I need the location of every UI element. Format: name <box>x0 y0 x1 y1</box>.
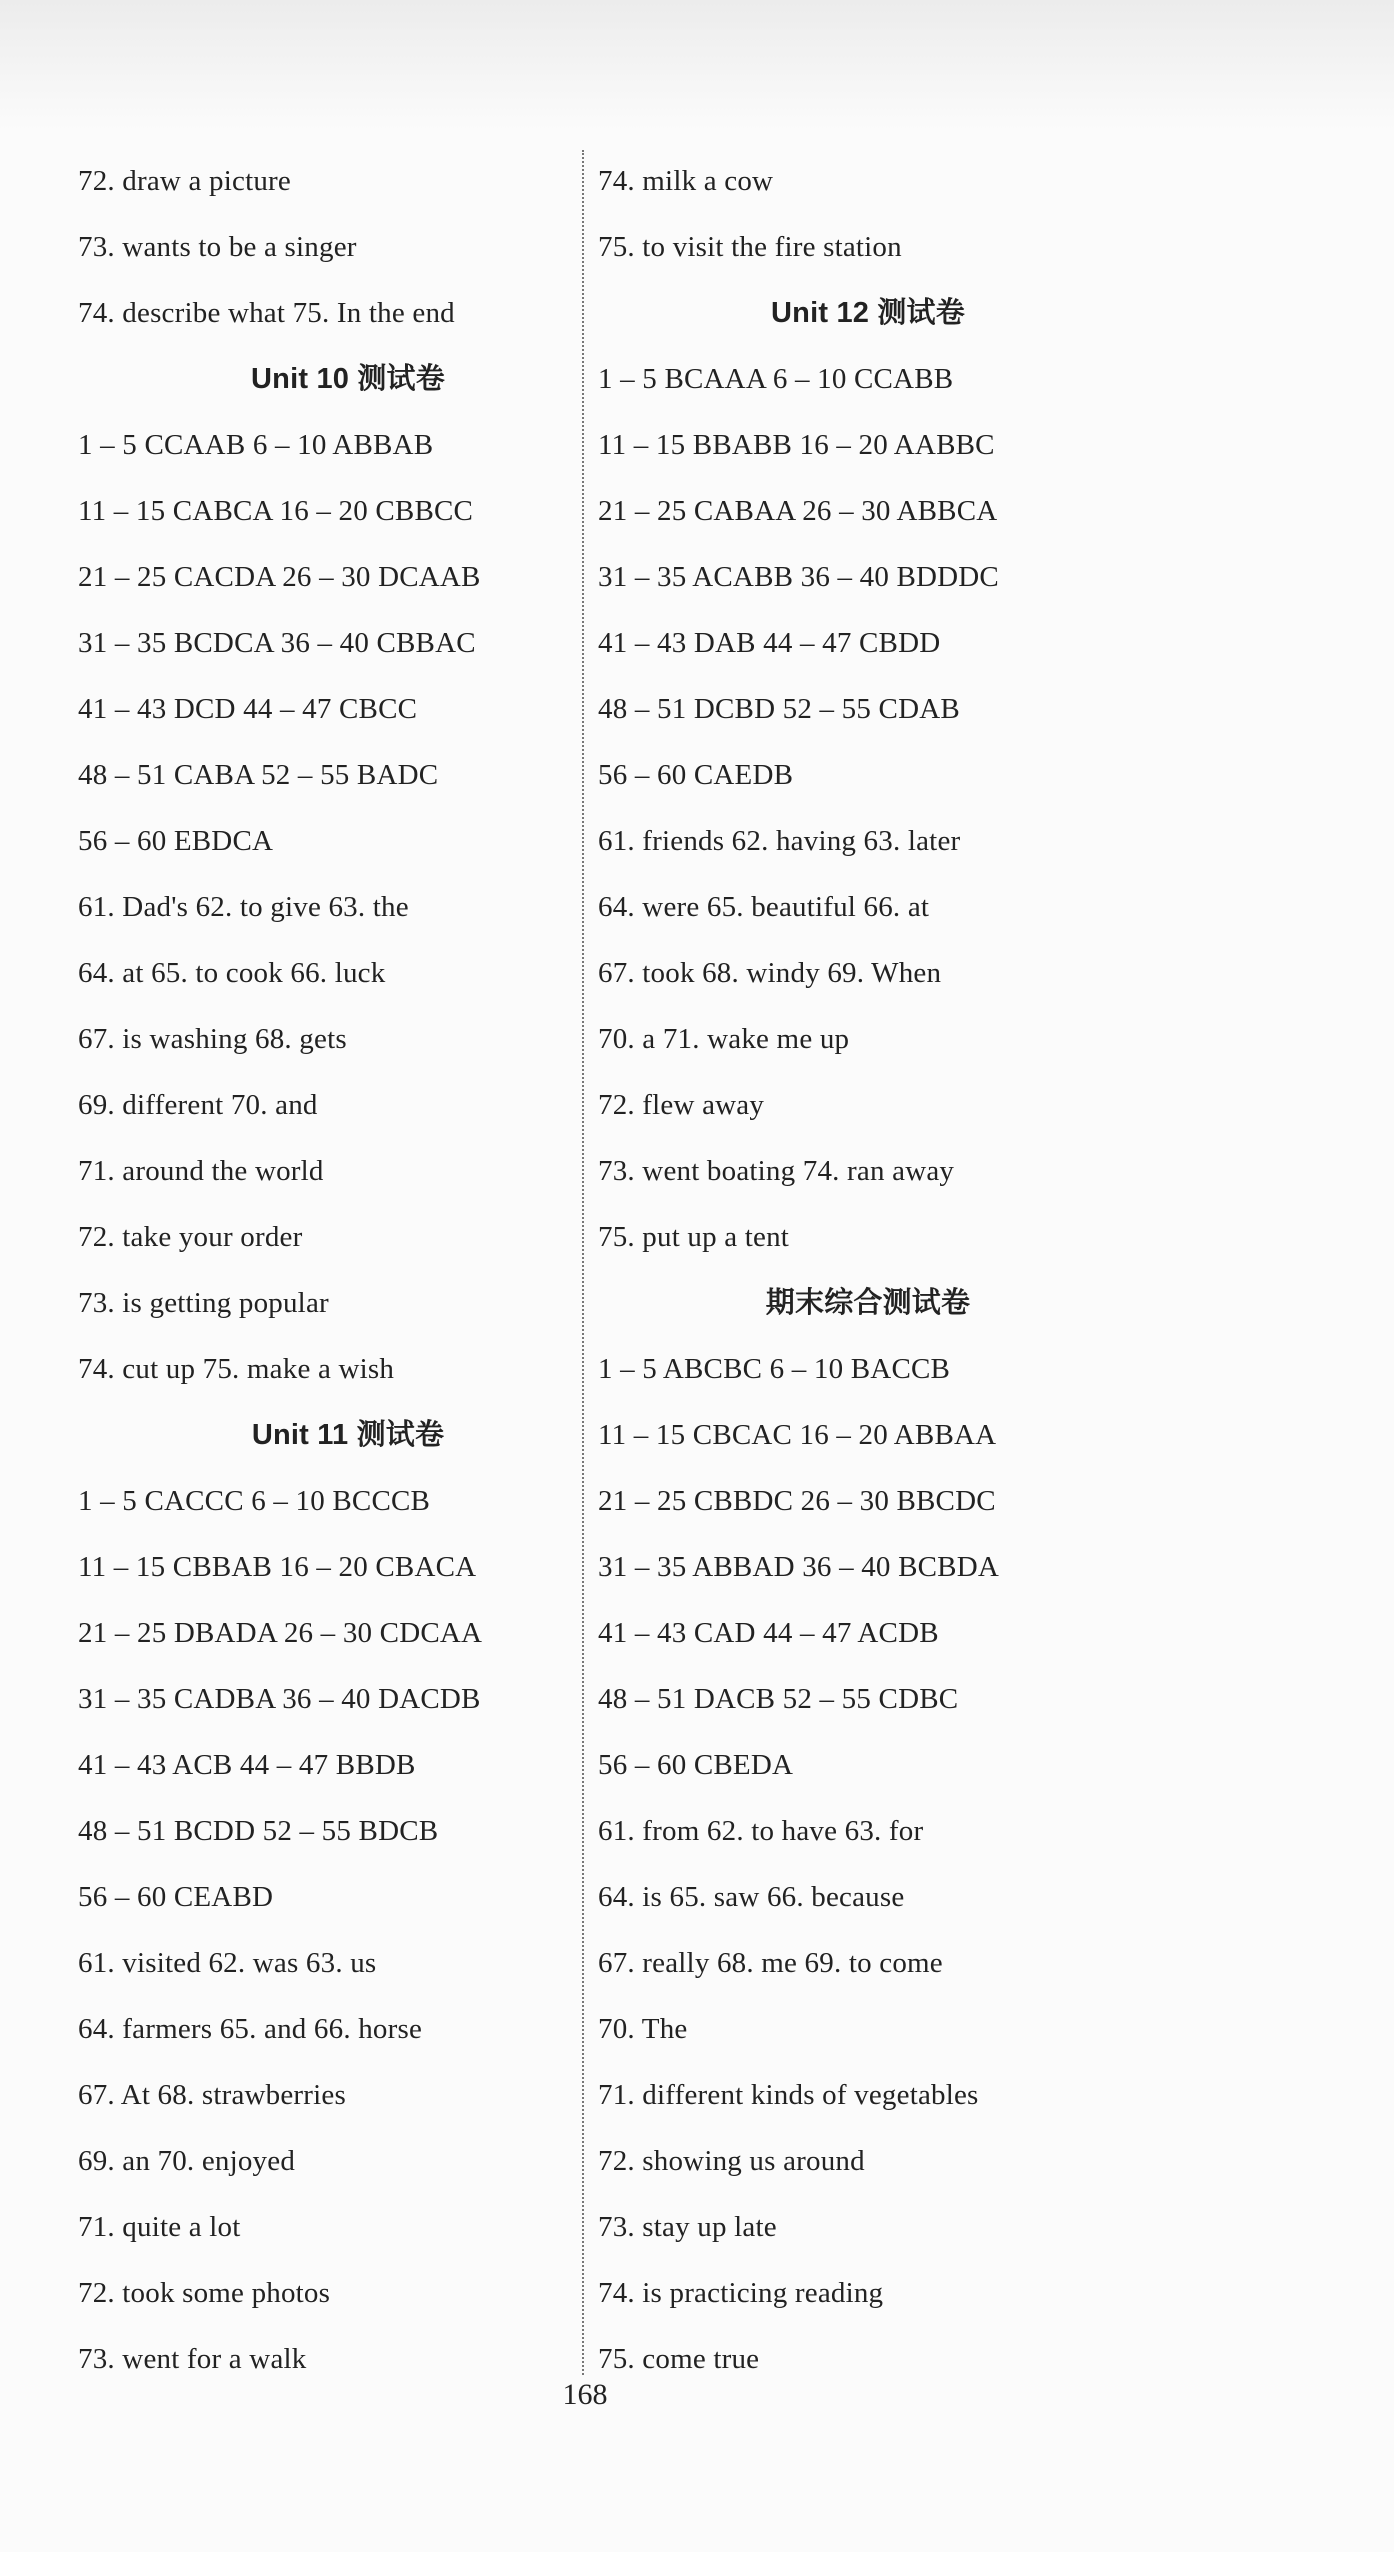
answer-line: 73. went boating 74. ran away <box>598 1155 955 1187</box>
answer-line: 70. The <box>598 2013 688 2045</box>
answer-line: 72. showing us around <box>598 2145 865 2177</box>
answer-line: 21 – 25 CACDA 26 – 30 DCAAB <box>78 561 481 593</box>
answer-line: 74. is practicing reading <box>598 2277 884 2309</box>
answer-line: 67. took 68. windy 69. When <box>598 957 942 989</box>
answer-line: 48 – 51 DACB 52 – 55 CDBC <box>598 1683 959 1715</box>
answer-line: 73. is getting popular <box>78 1287 329 1319</box>
section-heading: Unit 11 测试卷 <box>251 1419 445 1451</box>
answer-line: 1 – 5 CCAAB 6 – 10 ABBAB <box>78 429 434 461</box>
right-answer-column <box>598 148 1138 2392</box>
answer-line: 72. flew away <box>598 1089 765 1121</box>
answer-line: 31 – 35 CADBA 36 – 40 DACDB <box>78 1683 481 1715</box>
answer-line: 21 – 25 DBADA 26 – 30 CDCAA <box>78 1617 483 1649</box>
answer-line: 1 – 5 CACCC 6 – 10 BCCCB <box>78 1485 431 1517</box>
answer-line: 61. from 62. to have 63. for <box>598 1815 924 1847</box>
page-top-shade <box>0 0 1394 130</box>
answer-line: 74. milk a cow <box>598 165 774 197</box>
answer-line: 41 – 43 CAD 44 – 47 ACDB <box>598 1617 939 1649</box>
answer-line: 11 – 15 CBCAC 16 – 20 ABBAA <box>598 1419 997 1451</box>
answer-line: 61. Dad's 62. to give 63. the <box>78 891 409 923</box>
answer-line: 75. come true <box>598 2343 760 2375</box>
answer-line: 11 – 15 BBABB 16 – 20 AABBC <box>598 429 995 461</box>
left-answer-column <box>78 148 618 2392</box>
answer-line: 11 – 15 CABCA 16 – 20 CBBCC <box>78 495 474 527</box>
column-divider <box>582 150 584 2375</box>
answer-line: 61. friends 62. having 63. later <box>598 825 961 857</box>
page-number: 168 <box>562 2378 608 2411</box>
answer-line: 41 – 43 ACB 44 – 47 BBDB <box>78 1749 416 1781</box>
answer-line: 69. different 70. and <box>78 1089 318 1121</box>
answer-line: 72. take your order <box>78 1221 303 1253</box>
answer-line: 70. a 71. wake me up <box>598 1023 850 1055</box>
answer-line: 67. really 68. me 69. to come <box>598 1947 943 1979</box>
answer-line: 56 – 60 CAEDB <box>598 759 794 791</box>
answer-line: 64. is 65. saw 66. because <box>598 1881 905 1913</box>
answer-line: 72. draw a picture <box>78 165 291 197</box>
answer-line: 67. is washing 68. gets <box>78 1023 347 1055</box>
answer-line: 72. took some photos <box>78 2277 331 2309</box>
answer-line: 56 – 60 CBEDA <box>598 1749 794 1781</box>
answer-line: 73. wants to be a singer <box>78 231 357 263</box>
section-heading: Unit 10 测试卷 <box>251 363 445 395</box>
answer-line: 1 – 5 ABCBC 6 – 10 BACCB <box>598 1353 951 1385</box>
answer-line: 75. put up a tent <box>598 1221 790 1253</box>
answer-line: 48 – 51 DCBD 52 – 55 CDAB <box>598 693 960 725</box>
answer-line: 64. were 65. beautiful 66. at <box>598 891 930 923</box>
section-heading: 期末综合测试卷 <box>765 1287 971 1319</box>
answer-line: 31 – 35 ABBAD 36 – 40 BCBDA <box>598 1551 999 1583</box>
answer-line: 74. describe what 75. In the end <box>78 297 455 329</box>
answer-line: 71. different kinds of vegetables <box>598 2079 979 2111</box>
answer-line: 21 – 25 CBBDC 26 – 30 BBCDC <box>598 1485 996 1517</box>
answer-line: 69. an 70. enjoyed <box>78 2145 296 2177</box>
answer-line: 56 – 60 CEABD <box>78 1881 274 1913</box>
answer-line: 75. to visit the fire station <box>598 231 902 263</box>
answer-line: 21 – 25 CABAA 26 – 30 ABBCA <box>598 495 998 527</box>
answer-line: 67. At 68. strawberries <box>78 2079 346 2111</box>
answer-line: 71. around the world <box>78 1155 324 1187</box>
answer-line: 73. went for a walk <box>78 2343 307 2375</box>
section-heading: Unit 12 测试卷 <box>771 297 965 329</box>
answer-line: 48 – 51 BCDD 52 – 55 BDCB <box>78 1815 439 1847</box>
answer-line: 1 – 5 BCAAA 6 – 10 CCABB <box>598 363 954 395</box>
answer-line: 64. at 65. to cook 66. luck <box>78 957 386 989</box>
answer-line: 31 – 35 BCDCA 36 – 40 CBBAC <box>78 627 476 659</box>
answer-line: 74. cut up 75. make a wish <box>78 1353 395 1385</box>
answer-line: 56 – 60 EBDCA <box>78 825 274 857</box>
answer-line: 31 – 35 ACABB 36 – 40 BDDDC <box>598 561 999 593</box>
answer-line: 41 – 43 DAB 44 – 47 CBDD <box>598 627 941 659</box>
answer-line: 71. quite a lot <box>78 2211 241 2243</box>
answer-line: 64. farmers 65. and 66. horse <box>78 2013 423 2045</box>
answer-line: 11 – 15 CBBAB 16 – 20 CBACA <box>78 1551 477 1583</box>
answer-line: 41 – 43 DCD 44 – 47 CBCC <box>78 693 418 725</box>
answer-line: 48 – 51 CABA 52 – 55 BADC <box>78 759 439 791</box>
answer-line: 73. stay up late <box>598 2211 777 2243</box>
answer-line: 61. visited 62. was 63. us <box>78 1947 377 1979</box>
